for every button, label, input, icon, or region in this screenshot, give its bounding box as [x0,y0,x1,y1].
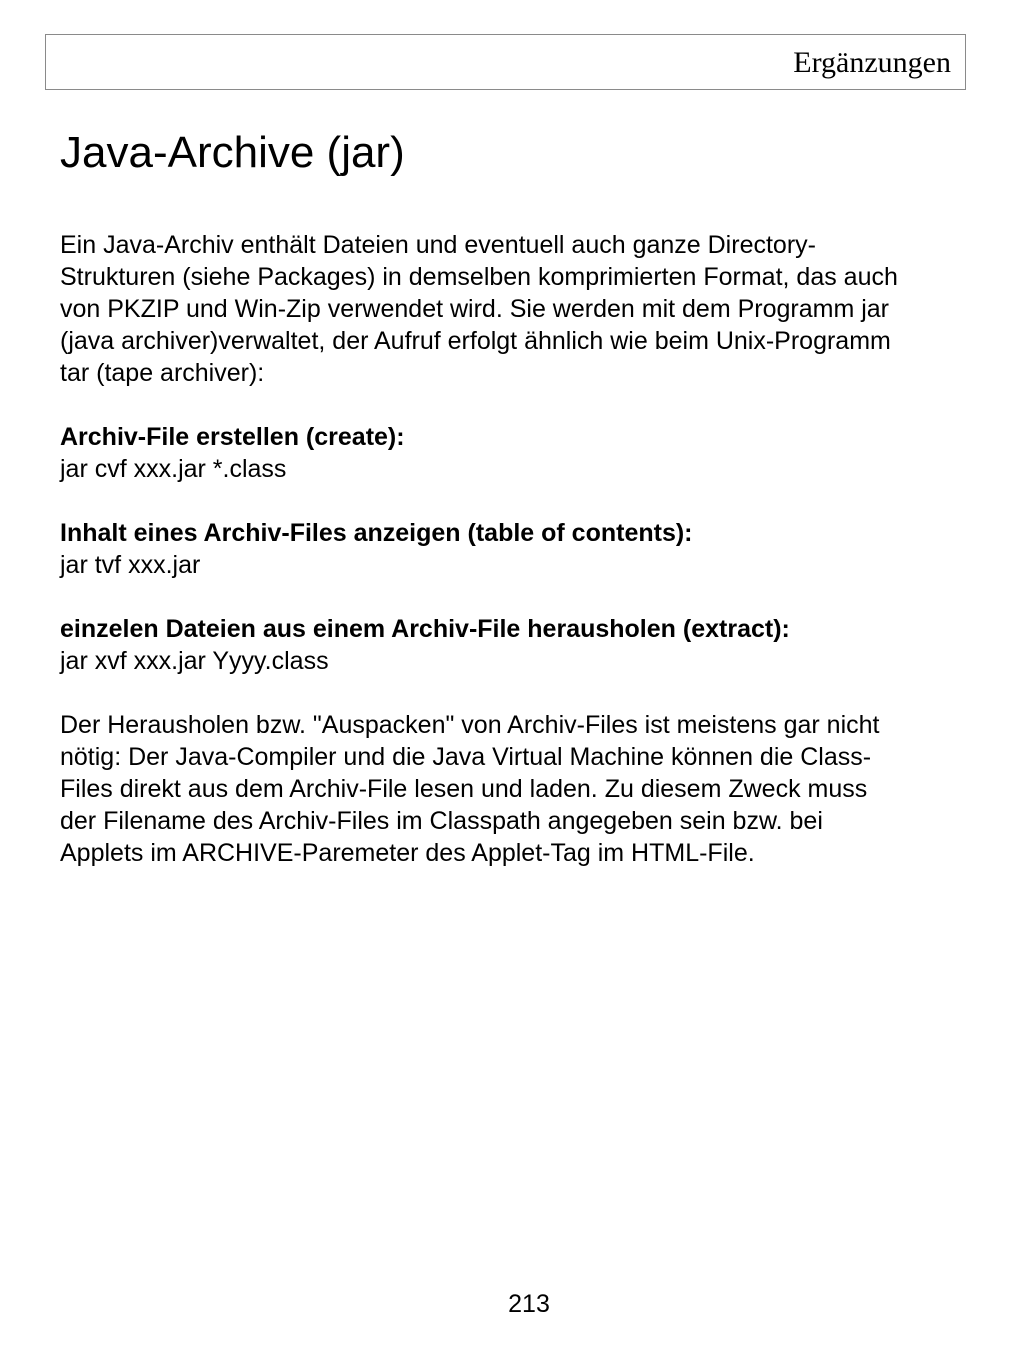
section-heading: einzelen Dateien aus einem Archiv-File herausholen (extract): [60,615,790,643]
section-create [60,421,970,485]
intro-paragraph [60,229,970,389]
page-title: Java-Archive (jar) [60,128,405,177]
section-table-of-contents [60,517,970,581]
intro-line: von PKZIP und Win-Zip verwendet wird. Sie werden mit dem Programm jar [60,295,890,323]
section-heading: Archiv-File erstellen (create): [60,423,405,451]
header-label: Ergänzungen [793,46,951,79]
intro-line: (java archiver)verwaltet, der Aufruf erfolgt ähnlich wie beim Unix-Programm [60,327,891,355]
closing-paragraph [60,709,970,869]
closing-line: der Filename des Archiv-Files im Classpath angegeben sein bzw. bei [60,807,823,835]
closing-line: Files direkt aus dem Archiv-File lesen und laden. Zu diesem Zweck muss [60,775,868,803]
header-box [45,34,966,90]
section-extract [60,613,970,677]
content [60,229,970,869]
closing-line: Der Herausholen bzw. "Auspacken" von Archiv-Files ist meistens gar nicht [60,711,880,739]
section-command: jar cvf xxx.jar *.class [60,455,287,483]
intro-line: tar (tape archiver): [60,359,265,387]
closing-line: Applets im ARCHIVE-Paremeter des Applet-Tag im HTML-File. [60,839,755,867]
page-number: 213 [508,1290,550,1318]
section-command: jar tvf xxx.jar [60,551,201,579]
section-heading: Inhalt eines Archiv-Files anzeigen (table of contents): [60,519,693,547]
intro-line: Ein Java-Archiv enthält Dateien und eventuell auch ganze Directory- [60,231,816,259]
section-command: jar xvf xxx.jar Yyyy.class [60,647,329,675]
intro-line: Strukturen (siehe Packages) in demselben komprimierten Format, das auch [60,263,898,291]
closing-line: nötig: Der Java-Compiler und die Java Virtual Machine können die Class- [60,743,872,771]
